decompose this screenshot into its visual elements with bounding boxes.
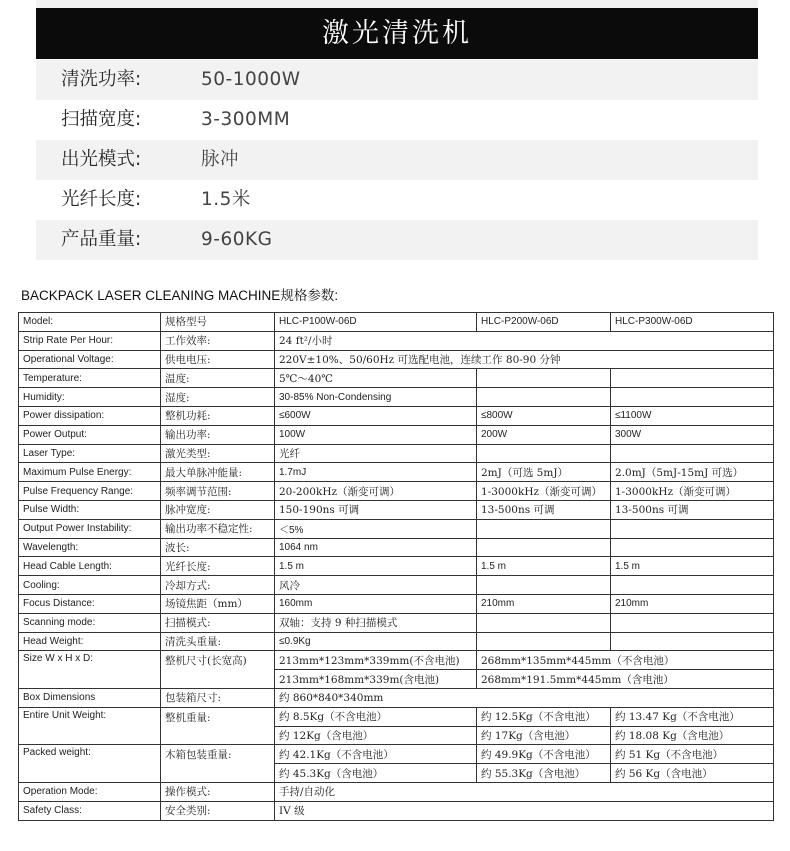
spec-label-cn: 整机重量:	[161, 707, 275, 745]
spec-value-all: IV 级	[275, 801, 774, 820]
spec-label-en: Head Weight:	[19, 632, 161, 651]
spec-value-p100w: 1.5 m	[275, 557, 477, 576]
spec-value-p200w: 约 12.5Kg（不含电池）	[477, 707, 611, 726]
spec-value-p100w: 约 12Kg（含电池）	[275, 726, 477, 745]
table-row	[19, 782, 774, 801]
spec-value-p300w: 13-500ns 可调	[611, 500, 774, 519]
spec-label-cn: 工作效率:	[161, 331, 275, 350]
summary-value: 50-1000W	[201, 69, 301, 90]
spec-label-cn: 供电电压:	[161, 350, 275, 369]
spec-value-p300w: 1.5 m	[611, 557, 774, 576]
table-row	[19, 557, 774, 576]
summary-value: 脉冲	[201, 149, 240, 170]
spec-label-en: Maximum Pulse Energy:	[19, 463, 161, 482]
spec-label-en: Pulse Width:	[19, 500, 161, 519]
spec-value-p300w	[611, 519, 774, 538]
spec-value-p100w: 160mm	[275, 594, 477, 613]
summary-item	[36, 140, 758, 180]
table-row	[19, 594, 774, 613]
spec-label-cn: 包装箱尺寸:	[161, 688, 275, 707]
spec-value-p200w: 约 55.3Kg（含电池）	[477, 764, 611, 783]
spec-label-cn: 脉冲宽度:	[161, 500, 275, 519]
spec-value-p200w: 约 49.9Kg（不含电池）	[477, 745, 611, 764]
spec-value-p300w: 约 13.47 Kg（不含电池）	[611, 707, 774, 726]
spec-value-p300w: 300W	[611, 425, 774, 444]
spec-value-p300w: 2.0mJ（5mJ-15mJ 可选）	[611, 463, 774, 482]
table-row	[19, 313, 774, 332]
spec-value-p100w: ≤0.9Kg	[275, 632, 477, 651]
spec-value-p300w	[611, 538, 774, 557]
spec-value-p300w	[611, 632, 774, 651]
spec-value-p100w: 213mm*168mm*339m(含电池)	[275, 670, 477, 689]
spec-value-p100w: 30-85% Non-Condensing	[275, 388, 477, 407]
spec-label-en: Packed weight:	[19, 745, 161, 783]
spec-value-all: 24 ft²/小时	[275, 331, 774, 350]
table-row	[19, 482, 774, 501]
spec-value-p100w: 100W	[275, 425, 477, 444]
summary-item	[36, 180, 758, 220]
top-strip	[36, 0, 758, 8]
spec-value-p300w: HLC-P300W-06D	[611, 313, 774, 332]
table-row	[19, 538, 774, 557]
spec-value-p300w	[611, 388, 774, 407]
table-row	[19, 388, 774, 407]
spec-value-p200w: 200W	[477, 425, 611, 444]
spec-label-en: Power dissipation:	[19, 406, 161, 425]
spec-value-p100w: 约 8.5Kg（不含电池）	[275, 707, 477, 726]
spec-label-en: Temperature:	[19, 369, 161, 388]
spec-label-cn: 波长:	[161, 538, 275, 557]
spec-value-p100w: 5℃～40℃	[275, 369, 477, 388]
spec-value-p300w: ≤1100W	[611, 406, 774, 425]
spec-label-cn: 规格型号	[161, 313, 275, 332]
spec-label-cn: 温度:	[161, 369, 275, 388]
spec-value-p300w	[611, 444, 774, 463]
summary-label: 出光模式:	[61, 149, 142, 170]
table-row	[19, 707, 774, 726]
spec-value-p200w	[477, 632, 611, 651]
spec-label-en: Safety Class:	[19, 801, 161, 820]
table-row	[19, 801, 774, 820]
spec-label-en: Strip Rate Per Hour:	[19, 331, 161, 350]
spec-value-p200w: 2mJ（可选 5mJ）	[477, 463, 611, 482]
spec-value-p200w	[477, 369, 611, 388]
spec-value-p200w: 210mm	[477, 594, 611, 613]
table-row	[19, 406, 774, 425]
spec-value-p100w: 1064 nm	[275, 538, 477, 557]
spec-label-cn: 扫描模式:	[161, 613, 275, 632]
spec-value-p300w: 210mm	[611, 594, 774, 613]
spec-label-en: Entire Unit Weight:	[19, 707, 161, 745]
spec-value-p100w: 双轴：支持 9 种扫描模式	[275, 613, 477, 632]
summary-label: 光纤长度:	[61, 189, 142, 210]
spec-label-en: Output Power Instability:	[19, 519, 161, 538]
spec-value-p300w	[611, 369, 774, 388]
spec-value-p200w	[477, 538, 611, 557]
summary-label: 清洗功率:	[61, 69, 142, 90]
spec-label-en: Operation Mode:	[19, 782, 161, 801]
spec-label-en: Pulse Frequency Range:	[19, 482, 161, 501]
table-row	[19, 632, 774, 651]
table-row	[19, 613, 774, 632]
table-row	[19, 463, 774, 482]
spec-value-p200w: 1.5 m	[477, 557, 611, 576]
spec-caption: BACKPACK LASER CLEANING MACHINE规格参数:	[21, 288, 339, 303]
summary-item	[36, 220, 758, 260]
spec-value-p100w: 1.7mJ	[275, 463, 477, 482]
spec-label-en: Laser Type:	[19, 444, 161, 463]
spec-value-p100w: 风冷	[275, 576, 477, 595]
spec-label-en: Operational Voltage:	[19, 350, 161, 369]
spec-label-cn: 整机功耗:	[161, 406, 275, 425]
spec-label-cn: 清洗头重量:	[161, 632, 275, 651]
spec-label-cn: 频率调节范围:	[161, 482, 275, 501]
spec-label-en: Wavelength:	[19, 538, 161, 557]
spec-value-p100w: 20-200kHz（渐变可调）	[275, 482, 477, 501]
spec-value-p200w	[477, 388, 611, 407]
spec-label-cn: 输出功率不稳定性:	[161, 519, 275, 538]
spec-value-p300w	[611, 576, 774, 595]
spec-value-p300w: 约 51 Kg（不含电池）	[611, 745, 774, 764]
summary-item	[36, 60, 758, 100]
summary-label: 产品重量:	[61, 229, 142, 250]
table-row	[19, 350, 774, 369]
spec-label-cn: 木箱包装重量:	[161, 745, 275, 783]
page-title: 激光清洗机	[36, 8, 758, 59]
spec-value-p200w: HLC-P200W-06D	[477, 313, 611, 332]
summary-value: 3-300MM	[201, 109, 291, 130]
spec-value-p100w: 光纤	[275, 444, 477, 463]
table-row	[19, 519, 774, 538]
spec-label-cn: 光纤长度:	[161, 557, 275, 576]
spec-value-p200w-p300w: 268mm*191.5mm*445mm（含电池）	[477, 670, 774, 689]
spec-value-p200w	[477, 576, 611, 595]
spec-value-p100w: ≤600W	[275, 406, 477, 425]
spec-label-cn: 整机尺寸(长宽高)	[161, 651, 275, 689]
spec-label-en: Humidity:	[19, 388, 161, 407]
spec-label-cn: 激光类型:	[161, 444, 275, 463]
spec-value-p200w	[477, 519, 611, 538]
spec-value-all: 220V±10%、50/60Hz 可选配电池，连续工作 80-90 分钟	[275, 350, 774, 369]
table-row	[19, 331, 774, 350]
spec-label-en: Head Cable Length:	[19, 557, 161, 576]
table-row	[19, 688, 774, 707]
spec-label-cn: 场镜焦距（mm）	[161, 594, 275, 613]
summary-list	[36, 60, 758, 260]
summary-value: 1.5米	[201, 189, 251, 210]
spec-label-cn: 湿度:	[161, 388, 275, 407]
spec-label-cn: 冷却方式:	[161, 576, 275, 595]
table-row	[19, 369, 774, 388]
spec-label-en: Model:	[19, 313, 161, 332]
spec-label-en: Size W x H x D:	[19, 651, 161, 689]
spec-label-cn: 操作模式:	[161, 782, 275, 801]
spec-value-p200w-p300w: 268mm*135mm*445mm（不含电池）	[477, 651, 774, 670]
spec-label-en: Power Output:	[19, 425, 161, 444]
spec-value-p100w: 约 42.1Kg（不含电池）	[275, 745, 477, 764]
table-row	[19, 425, 774, 444]
spec-label-en: Cooling:	[19, 576, 161, 595]
summary-label: 扫描宽度:	[61, 109, 142, 130]
spec-value-p300w: 约 56 Kg（含电池）	[611, 764, 774, 783]
spec-label-en: Box Dimensions	[19, 688, 161, 707]
spec-label-cn: 最大单脉冲能量:	[161, 463, 275, 482]
spec-value-p200w: 约 17Kg（含电池）	[477, 726, 611, 745]
spec-value-p100w: 213mm*123mm*339mm(不含电池)	[275, 651, 477, 670]
table-row	[19, 745, 774, 764]
spec-value-p200w	[477, 613, 611, 632]
spec-value-p200w: 1-3000kHz（渐变可调）	[477, 482, 611, 501]
spec-value-p300w: 1-3000kHz（渐变可调）	[611, 482, 774, 501]
spec-value-p200w: 13-500ns 可调	[477, 500, 611, 519]
spec-value-p100w: 约 45.3Kg（含电池）	[275, 764, 477, 783]
spec-label-cn: 输出功率:	[161, 425, 275, 444]
spec-label-cn: 安全类别:	[161, 801, 275, 820]
spec-value-p300w	[611, 613, 774, 632]
spec-value-p100w: ＜5%	[275, 519, 477, 538]
spec-value-all: 手持/自动化	[275, 782, 774, 801]
table-row	[19, 444, 774, 463]
spec-value-all: 约 860*840*340mm	[275, 688, 774, 707]
summary-item	[36, 100, 758, 140]
spec-value-p200w: ≤800W	[477, 406, 611, 425]
spec-table	[18, 312, 774, 821]
spec-value-p100w: 150-190ns 可调	[275, 500, 477, 519]
table-row	[19, 651, 774, 670]
table-row	[19, 576, 774, 595]
summary-value: 9-60KG	[201, 229, 273, 250]
spec-value-p100w: HLC-P100W-06D	[275, 313, 477, 332]
spec-label-en: Scanning mode:	[19, 613, 161, 632]
spec-value-p300w: 约 18.08 Kg（含电池）	[611, 726, 774, 745]
table-row	[19, 500, 774, 519]
spec-value-p200w	[477, 444, 611, 463]
spec-label-en: Focus Distance:	[19, 594, 161, 613]
